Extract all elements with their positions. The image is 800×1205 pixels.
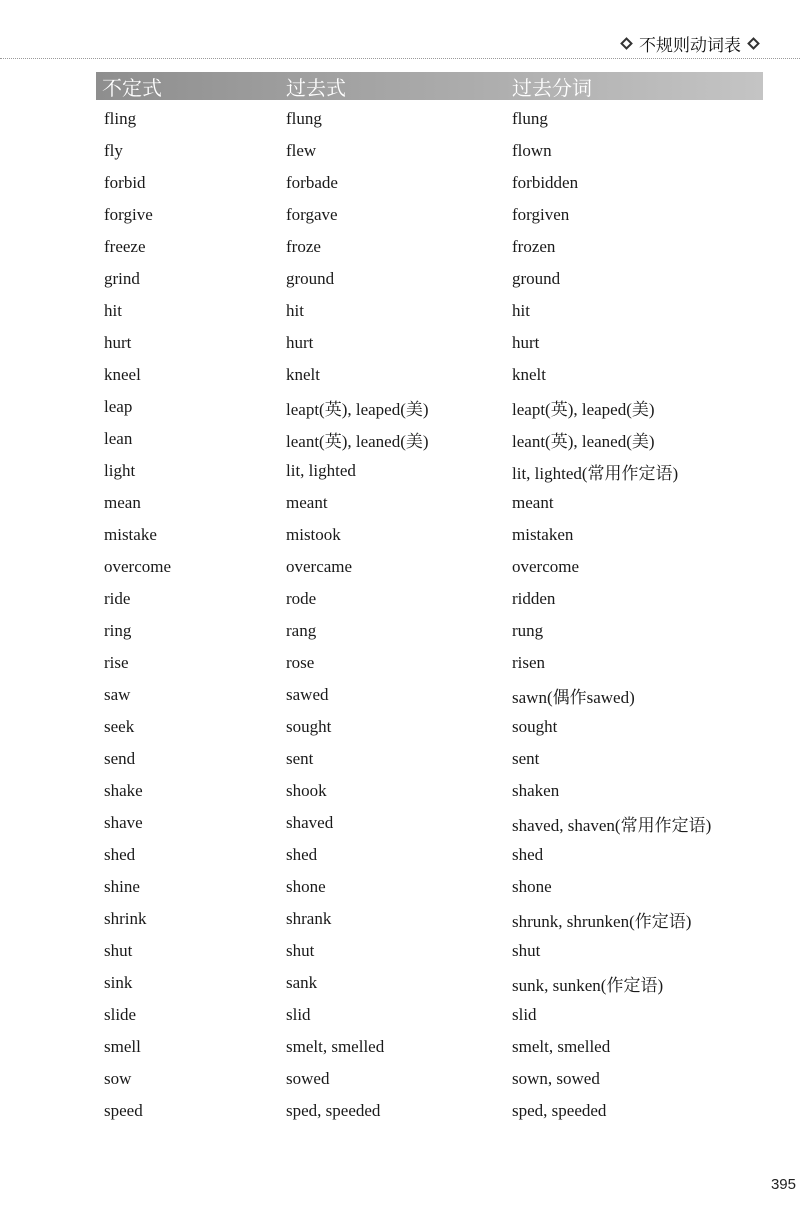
table-row: [96, 423, 763, 455]
table-row: [96, 647, 763, 679]
past-participle-cell: slid: [512, 1005, 537, 1024]
table-row: [96, 551, 763, 583]
infinitive-cell: fling: [104, 109, 137, 128]
column-header-past-tense: 过去式: [286, 75, 346, 100]
past-tense-cell: meant: [286, 493, 328, 512]
past-tense-cell: sank: [286, 973, 318, 992]
past-participle-cell: forbidden: [512, 173, 579, 192]
infinitive-cell: shake: [104, 781, 143, 800]
diamond-left-icon: [620, 37, 633, 50]
diamond-right-icon: [747, 37, 760, 50]
past-tense-cell: shaved: [286, 813, 334, 832]
infinitive-cell: smell: [104, 1037, 141, 1056]
past-participle-cell: shone: [512, 877, 552, 896]
infinitive-cell: shrink: [104, 909, 147, 928]
infinitive-cell: mean: [104, 493, 141, 512]
table-row: [96, 615, 763, 647]
past-participle-cell: overcome: [512, 557, 580, 576]
past-tense-cell: froze: [286, 237, 321, 256]
past-tense-cell: shut: [286, 941, 315, 960]
past-tense-cell: mistook: [286, 525, 341, 544]
past-tense-cell: hurt: [286, 333, 314, 352]
past-tense-cell: sped, speeded: [286, 1101, 381, 1120]
table-row: [96, 1095, 763, 1127]
header-title: 不规则动词表: [639, 35, 741, 56]
table-row: [96, 1063, 763, 1095]
past-tense-cell: leapt(英), leaped(美): [286, 399, 429, 419]
past-tense-cell: smelt, smelled: [286, 1037, 385, 1056]
past-participle-cell: frozen: [512, 237, 556, 256]
infinitive-cell: lean: [104, 429, 133, 448]
table-row: [96, 743, 763, 775]
past-participle-cell: lit, lighted(常用作定语): [512, 463, 679, 483]
past-tense-cell: knelt: [286, 365, 320, 384]
infinitive-cell: seek: [104, 717, 135, 736]
past-participle-cell: hit: [512, 301, 530, 320]
past-participle-cell: shut: [512, 941, 541, 960]
table-row: [96, 263, 763, 295]
infinitive-cell: saw: [104, 685, 131, 704]
page-number: 395: [770, 1176, 796, 1193]
table-row: [96, 807, 763, 839]
past-tense-cell: leant(英), leaned(美): [286, 431, 429, 451]
infinitive-cell: mistake: [104, 525, 157, 544]
past-tense-cell: rode: [286, 589, 317, 608]
past-participle-cell: ridden: [512, 589, 556, 608]
past-tense-cell: forgave: [286, 205, 338, 224]
table-row: [96, 839, 763, 871]
past-participle-cell: sought: [512, 717, 558, 736]
infinitive-cell: shine: [104, 877, 140, 896]
infinitive-cell: sink: [104, 973, 133, 992]
table-row: [96, 519, 763, 551]
table-row: [96, 999, 763, 1031]
past-participle-cell: shaved, shaven(常用作定语): [512, 815, 712, 835]
past-participle-cell: forgiven: [512, 205, 570, 224]
infinitive-cell: shave: [104, 813, 143, 832]
table-row: [96, 1031, 763, 1063]
table-row: [96, 775, 763, 807]
table-body: [96, 103, 763, 1127]
past-participle-cell: shed: [512, 845, 544, 864]
infinitive-cell: hit: [104, 301, 122, 320]
table-row: [96, 295, 763, 327]
column-header-past-participle: 过去分词: [512, 75, 592, 100]
past-participle-cell: shrunk, shrunken(作定语): [512, 911, 692, 931]
infinitive-cell: forbid: [104, 173, 146, 192]
table-row: [96, 903, 763, 935]
table-row: [96, 871, 763, 903]
table-header: [96, 72, 763, 100]
table-row: [96, 679, 763, 711]
past-participle-cell: ground: [512, 269, 561, 288]
column-header-infinitive: 不定式: [102, 75, 162, 100]
past-tense-cell: flew: [286, 141, 317, 160]
past-participle-cell: shaken: [512, 781, 560, 800]
table-row: [96, 967, 763, 999]
past-tense-cell: shone: [286, 877, 326, 896]
table-row: [96, 103, 763, 135]
infinitive-cell: forgive: [104, 205, 153, 224]
infinitive-cell: shed: [104, 845, 136, 864]
past-tense-cell: sowed: [286, 1069, 330, 1088]
past-participle-cell: hurt: [512, 333, 540, 352]
past-tense-cell: sought: [286, 717, 332, 736]
past-tense-cell: shook: [286, 781, 327, 800]
table-row: [96, 327, 763, 359]
infinitive-cell: fly: [104, 141, 123, 160]
table-row: [96, 487, 763, 519]
past-tense-cell: hit: [286, 301, 304, 320]
infinitive-cell: overcome: [104, 557, 172, 576]
infinitive-cell: hurt: [104, 333, 132, 352]
past-participle-cell: meant: [512, 493, 554, 512]
past-tense-cell: rose: [286, 653, 315, 672]
table-row: [96, 167, 763, 199]
table-row: [96, 231, 763, 263]
past-tense-cell: shrank: [286, 909, 332, 928]
header-rule: [0, 58, 800, 59]
past-tense-cell: forbade: [286, 173, 338, 192]
past-tense-cell: rang: [286, 621, 317, 640]
past-tense-cell: ground: [286, 269, 335, 288]
infinitive-cell: sow: [104, 1069, 132, 1088]
past-tense-cell: slid: [286, 1005, 311, 1024]
table-row: [96, 199, 763, 231]
infinitive-cell: speed: [104, 1101, 143, 1120]
past-participle-cell: risen: [512, 653, 546, 672]
past-tense-cell: sawed: [286, 685, 329, 704]
table-row: [96, 455, 763, 487]
past-participle-cell: smelt, smelled: [512, 1037, 611, 1056]
past-participle-cell: mistaken: [512, 525, 574, 544]
infinitive-cell: light: [104, 461, 136, 480]
table-row: [96, 391, 763, 423]
table-row: [96, 135, 763, 167]
infinitive-cell: shut: [104, 941, 133, 960]
table-row: [96, 583, 763, 615]
infinitive-cell: leap: [104, 397, 133, 416]
past-participle-cell: sown, sowed: [512, 1069, 600, 1088]
past-participle-cell: flung: [512, 109, 548, 128]
infinitive-cell: freeze: [104, 237, 146, 256]
infinitive-cell: kneel: [104, 365, 141, 384]
past-tense-cell: lit, lighted: [286, 461, 356, 480]
irregular-verb-table: [96, 72, 763, 1127]
past-participle-cell: sped, speeded: [512, 1101, 607, 1120]
past-participle-cell: leapt(英), leaped(美): [512, 399, 655, 419]
past-participle-cell: flown: [512, 141, 552, 160]
infinitive-cell: slide: [104, 1005, 137, 1024]
table-row: [96, 935, 763, 967]
infinitive-cell: rise: [104, 653, 129, 672]
table-row: [96, 711, 763, 743]
past-participle-cell: knelt: [512, 365, 546, 384]
past-tense-cell: flung: [286, 109, 322, 128]
infinitive-cell: send: [104, 749, 136, 768]
past-participle-cell: sawn(偶作sawed): [512, 687, 635, 707]
past-participle-cell: leant(英), leaned(美): [512, 431, 655, 451]
running-header: [614, 31, 766, 55]
past-tense-cell: shed: [286, 845, 318, 864]
infinitive-cell: ring: [104, 621, 132, 640]
table-row: [96, 359, 763, 391]
past-tense-cell: overcame: [286, 557, 353, 576]
past-tense-cell: sent: [286, 749, 314, 768]
infinitive-cell: grind: [104, 269, 140, 288]
past-participle-cell: sunk, sunken(作定语): [512, 975, 664, 995]
past-participle-cell: rung: [512, 621, 544, 640]
infinitive-cell: ride: [104, 589, 131, 608]
past-participle-cell: sent: [512, 749, 540, 768]
